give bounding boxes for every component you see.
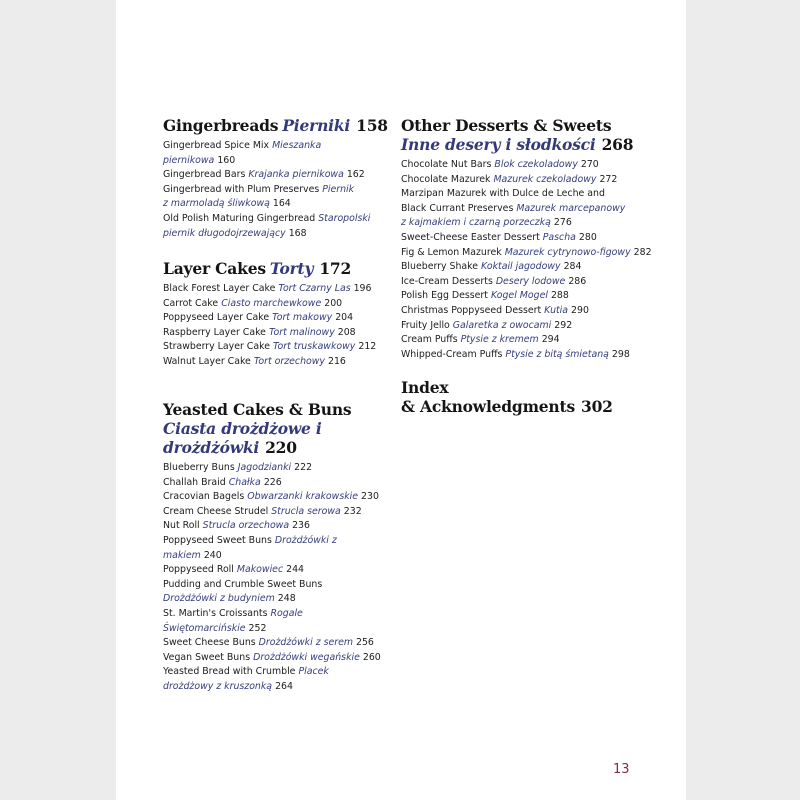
entry-title-polish: Ptysie z bitą śmietaną bbox=[505, 348, 609, 360]
toc-entry[interactable] bbox=[163, 476, 393, 491]
entry-title: Walnut Layer Cake bbox=[163, 355, 251, 367]
section-title-polish: Pierniki bbox=[282, 116, 351, 135]
entry-page: 272 bbox=[599, 173, 618, 185]
entry-title: Gingerbread Bars bbox=[163, 169, 246, 181]
entry-title: Ice-Cream Desserts bbox=[401, 275, 493, 287]
entry-list bbox=[163, 461, 393, 695]
toc-entry[interactable] bbox=[163, 311, 393, 326]
section-gingerbreads bbox=[163, 116, 393, 241]
entry-title-polish: Strucla orzechowa bbox=[202, 520, 290, 532]
entry-title: Chocolate Nut Bars bbox=[401, 159, 492, 170]
section-title: Yeasted Cakes & Buns bbox=[163, 400, 352, 419]
entry-title: Polish Egg Dessert bbox=[401, 290, 488, 302]
entry-title: Vegan Sweet Buns bbox=[163, 651, 251, 663]
entry-title: Poppyseed Layer Cake bbox=[163, 312, 270, 324]
toc-entry[interactable] bbox=[163, 212, 393, 241]
entry-title: St. Martin's Croissants bbox=[163, 607, 268, 619]
section-title: Index bbox=[401, 378, 449, 397]
entry-title-polish: Tort malinowy bbox=[268, 326, 335, 338]
entry-page: 236 bbox=[292, 520, 310, 532]
toc-entry[interactable] bbox=[401, 333, 681, 348]
entry-title-polish: Drożdżówki wegańskie bbox=[253, 651, 360, 663]
entry-page: 284 bbox=[563, 261, 582, 273]
page-number: 13 bbox=[613, 762, 630, 777]
toc-entry[interactable] bbox=[163, 636, 393, 651]
entry-title-polish: Obwarzanki krakowskie bbox=[247, 491, 359, 503]
entry-list bbox=[163, 282, 393, 370]
entry-title: Strawberry Layer Cake bbox=[163, 341, 270, 353]
toc-entry[interactable] bbox=[401, 187, 681, 231]
entry-title: Gingerbread with Plum Preserves bbox=[163, 183, 320, 195]
entry-page: 230 bbox=[361, 491, 379, 503]
entry-title: Fruity Jello bbox=[401, 319, 450, 331]
entry-title-polish: Kutia bbox=[544, 304, 569, 316]
entry-page: 196 bbox=[353, 283, 372, 294]
entry-title: Cracovian Bagels bbox=[163, 491, 245, 503]
toc-entry[interactable] bbox=[163, 490, 393, 505]
entry-title-polish: Tort makowy bbox=[272, 312, 333, 324]
section-title-cont: & Acknowledgments bbox=[401, 397, 575, 416]
entry-page: 256 bbox=[356, 637, 374, 649]
entry-title: Cream Puffs bbox=[401, 334, 458, 346]
section-page-number: 158 bbox=[356, 116, 388, 135]
toc-entry[interactable] bbox=[401, 246, 681, 261]
entry-title-polish: Rogale Świętomarcińskie bbox=[163, 607, 303, 634]
entry-title-polish-cont: drożdżowy z kruszonką bbox=[163, 680, 273, 692]
section-other-desserts bbox=[401, 116, 681, 362]
toc-entry[interactable] bbox=[401, 173, 681, 188]
toc-entry[interactable] bbox=[401, 348, 681, 363]
section-title-polish: Ciasta drożdżowe i drożdżówki bbox=[163, 419, 322, 457]
entry-page: 216 bbox=[327, 355, 346, 367]
entry-title-polish: Tort truskawkowy bbox=[272, 341, 356, 353]
entry-title-polish: Staropolski bbox=[318, 212, 371, 224]
entry-title: Black Forest Layer Cake bbox=[163, 283, 276, 294]
entry-title-polish: Tort orzechowy bbox=[253, 355, 325, 367]
toc-entry[interactable] bbox=[401, 231, 681, 246]
section-heading[interactable] bbox=[163, 116, 393, 135]
entry-title: Yeasted Bread with Crumble bbox=[163, 666, 296, 678]
section-index bbox=[401, 378, 681, 416]
section-title: Other Desserts & Sweets bbox=[401, 116, 612, 135]
entry-page: 290 bbox=[571, 304, 589, 316]
entry-page: 288 bbox=[550, 290, 569, 302]
entry-title: Old Polish Maturing Gingerbread bbox=[163, 212, 316, 224]
toc-entry[interactable] bbox=[401, 304, 681, 319]
entry-page: 298 bbox=[611, 348, 630, 360]
entry-title: Poppyseed Sweet Buns bbox=[163, 534, 272, 546]
entry-page: 226 bbox=[263, 476, 282, 488]
entry-page: 160 bbox=[217, 154, 236, 166]
entry-page: 232 bbox=[343, 505, 362, 517]
toc-entry[interactable] bbox=[163, 665, 393, 694]
toc-entry[interactable] bbox=[163, 607, 393, 636]
toc-entry[interactable] bbox=[163, 563, 393, 578]
entry-page: 240 bbox=[203, 549, 222, 561]
entry-page: 200 bbox=[324, 297, 343, 309]
entry-title: Fig & Lemon Mazurek bbox=[401, 246, 502, 258]
toc-entry[interactable] bbox=[401, 260, 681, 275]
entry-page: 244 bbox=[286, 564, 305, 576]
entry-page: 162 bbox=[346, 169, 365, 181]
entry-title-polish-cont: z kajmakiem i czarną porzeczką bbox=[401, 217, 551, 229]
section-title: Layer Cakes bbox=[163, 259, 266, 278]
entry-page: 212 bbox=[358, 341, 377, 353]
entry-title-polish: Chałka bbox=[228, 476, 261, 488]
section-heading[interactable] bbox=[163, 400, 393, 457]
toc-entry[interactable] bbox=[163, 651, 393, 666]
entry-page: 276 bbox=[553, 217, 572, 229]
toc-entry[interactable] bbox=[163, 139, 393, 168]
entry-title: Gingerbread Spice Mix bbox=[163, 140, 270, 151]
toc-entry[interactable] bbox=[401, 319, 681, 334]
entry-page: 248 bbox=[277, 593, 296, 605]
toc-entry[interactable] bbox=[163, 355, 393, 370]
entry-page: 270 bbox=[580, 159, 599, 170]
toc-entry[interactable] bbox=[163, 340, 393, 355]
entry-page: 208 bbox=[337, 326, 356, 338]
toc-entry[interactable] bbox=[163, 326, 393, 341]
entry-title: Sweet-Cheese Easter Dessert bbox=[401, 231, 540, 243]
entry-title: Whipped-Cream Puffs bbox=[401, 348, 503, 360]
entry-title: Carrot Cake bbox=[163, 297, 219, 309]
entry-page: 280 bbox=[578, 231, 597, 243]
entry-title: Challah Braid bbox=[163, 476, 226, 488]
entry-title-polish: Blok czekoladowy bbox=[494, 159, 578, 170]
toc-entry[interactable] bbox=[163, 578, 393, 607]
toc-entry[interactable] bbox=[163, 505, 393, 520]
entry-title: Raspberry Layer Cake bbox=[163, 326, 266, 338]
entry-title-cont: Black Currant Preserves bbox=[401, 202, 514, 214]
entry-title-polish: Piernik bbox=[322, 183, 355, 195]
entry-page: 164 bbox=[272, 198, 291, 210]
entry-title-polish: Strucla serowa bbox=[271, 505, 341, 517]
entry-title-polish: Mieszanka piernikowa bbox=[163, 140, 322, 166]
entry-page: 168 bbox=[288, 227, 307, 239]
toc-entry[interactable] bbox=[401, 158, 681, 173]
toc-entry[interactable] bbox=[163, 168, 393, 183]
toc-entry[interactable] bbox=[163, 183, 393, 212]
entry-title-polish: Mazurek czekoladowy bbox=[493, 173, 597, 185]
entry-title-polish: Ptysie z kremem bbox=[460, 334, 539, 346]
toc-entry[interactable] bbox=[401, 275, 681, 290]
entry-title-polish: Koktail jagodowy bbox=[481, 261, 561, 273]
entry-title-polish: Placek bbox=[298, 666, 329, 678]
section-title: Gingerbreads bbox=[163, 116, 279, 135]
entry-page: 282 bbox=[633, 246, 652, 258]
entry-list bbox=[163, 139, 393, 241]
entry-page: 264 bbox=[275, 680, 293, 692]
entry-title: Blueberry Shake bbox=[401, 261, 479, 273]
section-heading[interactable] bbox=[163, 259, 393, 278]
toc-entry[interactable] bbox=[163, 297, 393, 312]
section-page-number: 268 bbox=[601, 135, 634, 154]
entry-page: 294 bbox=[541, 334, 560, 346]
entry-title: Sweet Cheese Buns bbox=[163, 637, 256, 649]
entry-title-polish: Jagodzianki bbox=[237, 462, 292, 473]
entry-title-polish: Makowiec bbox=[236, 564, 284, 576]
toc-entry[interactable] bbox=[163, 282, 393, 297]
section-heading[interactable] bbox=[401, 378, 681, 416]
section-title-polish: Torty bbox=[269, 259, 314, 278]
entry-title: Nut Roll bbox=[163, 520, 200, 532]
entry-title-polish: Drożdżówki z serem bbox=[258, 637, 353, 649]
entry-title: Poppyseed Roll bbox=[163, 564, 234, 576]
section-page-number: 220 bbox=[265, 438, 297, 457]
entry-list bbox=[401, 158, 681, 362]
section-heading[interactable] bbox=[401, 116, 681, 154]
toc-entry[interactable] bbox=[163, 534, 393, 563]
entry-title: Blueberry Buns bbox=[163, 462, 235, 473]
entry-page: 252 bbox=[248, 622, 267, 634]
toc-entry[interactable] bbox=[163, 519, 393, 534]
entry-title-polish-cont: z marmoladą śliwkową bbox=[163, 198, 270, 210]
entry-title-polish: Tort Czarny Las bbox=[278, 283, 351, 294]
entry-title-polish: Desery lodowe bbox=[495, 275, 566, 287]
entry-page: 260 bbox=[362, 651, 381, 663]
section-page-number: 172 bbox=[319, 259, 352, 278]
entry-title: Pudding and Crumble Sweet Buns bbox=[163, 578, 323, 590]
entry-title-polish: Ciasto marchewkowe bbox=[221, 297, 322, 309]
entry-title: Christmas Poppyseed Dessert bbox=[401, 304, 542, 316]
toc-entry[interactable] bbox=[401, 289, 681, 304]
entry-title-polish: Pascha bbox=[542, 231, 576, 243]
entry-title: Cream Cheese Strudel bbox=[163, 505, 269, 517]
entry-title: Chocolate Mazurek bbox=[401, 173, 491, 185]
section-yeasted-cakes bbox=[163, 400, 393, 695]
entry-title-polish: Mazurek marcepanowy bbox=[516, 202, 626, 214]
entry-page: 222 bbox=[294, 462, 313, 473]
section-layer-cakes bbox=[163, 259, 393, 370]
entry-title: Marzipan Mazurek with Dulce de Leche and bbox=[401, 188, 605, 200]
entry-title-polish: Galaretka z owocami bbox=[452, 319, 552, 331]
section-page-number: 302 bbox=[581, 397, 613, 416]
entry-title-polish-cont: Drożdżówki z budyniem bbox=[163, 593, 275, 605]
entry-title-polish: Drożdżówki z makiem bbox=[163, 534, 337, 561]
entry-page: 204 bbox=[335, 312, 354, 324]
entry-title-polish: Kogel Mogel bbox=[490, 290, 548, 302]
entry-page: 292 bbox=[554, 319, 573, 331]
toc-page bbox=[116, 0, 686, 800]
entry-title-polish: Mazurek cytrynowo-figowy bbox=[504, 246, 631, 258]
toc-entry[interactable] bbox=[163, 461, 393, 476]
entry-page: 286 bbox=[568, 275, 587, 287]
entry-title-polish: Krajanka piernikowa bbox=[248, 169, 344, 181]
section-title-polish: Inne desery i słodkości bbox=[401, 135, 596, 154]
entry-title-polish-cont: piernik długodojrzewający bbox=[163, 227, 286, 239]
